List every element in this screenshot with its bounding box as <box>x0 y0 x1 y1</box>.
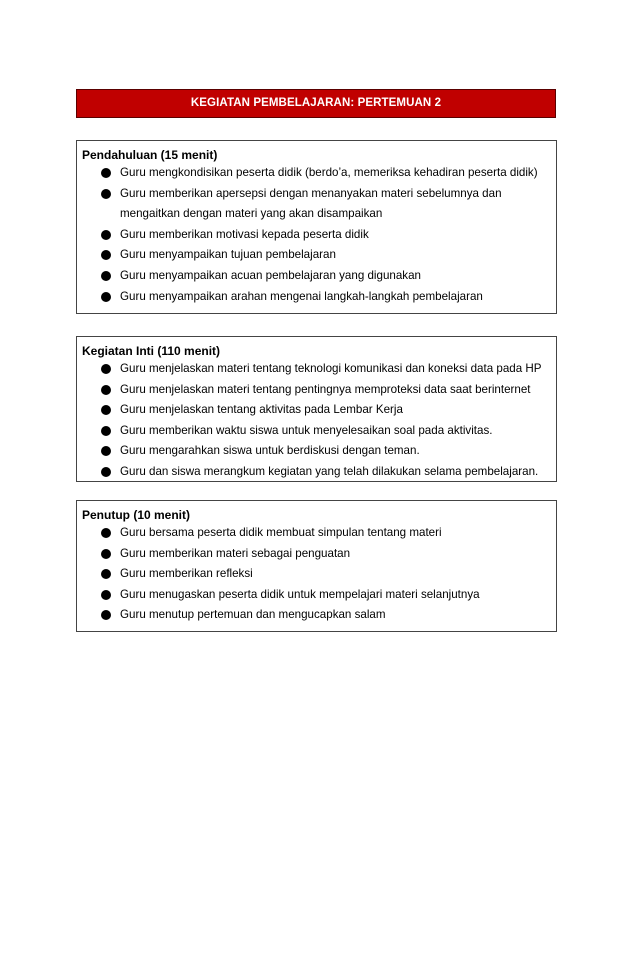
bullet-icon <box>101 405 111 415</box>
bullet-icon <box>101 528 111 538</box>
list-item-text <box>120 421 545 442</box>
bullet-icon <box>101 292 111 302</box>
list-item-line: Guru menjelaskan materi tentang pentingnya memproteksi data saat berinternet <box>120 382 531 396</box>
bullet-icon <box>101 590 111 600</box>
list-item-text <box>120 163 545 184</box>
list-item-line: Guru memberikan motivasi kepada peserta didik <box>120 227 369 241</box>
list-item <box>77 585 545 606</box>
list-item-line: Guru menjelaskan tentang aktivitas pada Lembar Kerja <box>120 403 403 417</box>
list-item-text <box>120 462 545 483</box>
activity-list <box>77 163 545 307</box>
list-item <box>77 544 545 565</box>
list-item-line: Guru menyampaikan acuan pembelajaran yang digunakan <box>120 268 421 282</box>
bullet-icon <box>101 250 111 260</box>
list-item <box>77 523 545 544</box>
list-item-line: Guru menutup pertemuan dan mengucapkan salam <box>120 608 386 622</box>
activity-list <box>77 523 545 626</box>
section-title: Penutup (10 menit) <box>82 508 191 522</box>
list-item-text <box>120 266 545 287</box>
bullet-icon <box>101 446 111 456</box>
list-item-line: Guru memberikan waktu siswa untuk menyelesaikan soal pada aktivitas. <box>120 423 493 437</box>
bullet-icon <box>101 569 111 579</box>
list-item <box>77 400 545 421</box>
list-item <box>77 441 545 462</box>
bullet-icon <box>101 549 111 559</box>
list-item-line: Guru menjelaskan materi tentang teknologi komunikasi dan koneksi data pada HP <box>120 362 542 375</box>
section-title: Pendahuluan (15 menit) <box>82 148 218 162</box>
section-pendahuluan <box>76 140 557 314</box>
list-item-line: Guru menugaskan peserta didik untuk mempelajari materi selanjutnya <box>120 587 480 601</box>
list-item-text <box>120 564 545 585</box>
bullet-icon <box>101 610 111 620</box>
list-item <box>77 266 545 287</box>
section-title: Kegiatan Inti (110 menit) <box>82 344 221 358</box>
section-penutup <box>76 500 557 632</box>
bullet-icon <box>101 364 111 374</box>
list-item-line: Guru memberikan refleksi <box>120 567 253 581</box>
list-item-text <box>120 359 545 380</box>
list-item <box>77 287 545 308</box>
bullet-icon <box>101 426 111 436</box>
list-item-text <box>120 441 545 462</box>
bullet-icon <box>101 271 111 281</box>
list-item-text <box>120 400 545 421</box>
list-item <box>77 605 545 626</box>
bullet-icon <box>101 189 111 199</box>
list-item-text <box>120 380 545 401</box>
list-item <box>77 184 545 225</box>
bullet-icon <box>101 168 111 178</box>
list-item-text <box>120 523 545 544</box>
list-item-text <box>120 245 545 266</box>
list-item-text <box>120 287 545 308</box>
list-item <box>77 380 545 401</box>
list-item-line: Guru dan siswa merangkum kegiatan yang telah dilakukan selama pembelajaran. <box>120 464 539 478</box>
list-item-line: Guru bersama peserta didik membuat simpulan tentang materi <box>120 526 442 539</box>
list-item-line: Guru menyampaikan tujuan pembelajaran <box>120 248 336 262</box>
list-item-line: Guru memberikan apersepsi dengan menanyakan materi sebelumnya dan <box>120 186 502 200</box>
list-item <box>77 225 545 246</box>
list-item <box>77 462 545 483</box>
header-banner <box>76 89 556 118</box>
activity-list <box>77 359 545 483</box>
list-item-text <box>120 225 545 246</box>
bullet-icon <box>101 385 111 395</box>
list-item-text <box>120 605 545 626</box>
list-item-line: Guru menyampaikan arahan mengenai langkah-langkah pembelajaran <box>120 289 483 303</box>
list-item-line: Guru mengarahkan siswa untuk berdiskusi dengan teman. <box>120 444 420 458</box>
list-item <box>77 163 545 184</box>
list-item-line: Guru memberikan materi sebagai penguatan <box>120 546 351 560</box>
page-title: KEGIATAN PEMBELAJARAN: PERTEMUAN 2 <box>190 96 442 109</box>
list-item-text <box>120 585 545 606</box>
bullet-icon <box>101 467 111 477</box>
list-item <box>77 421 545 442</box>
list-item-line: mengaitkan dengan materi yang akan disampaikan <box>120 207 383 221</box>
list-item-line: Guru mengkondisikan peserta didik (berdo’a, memeriksa kehadiran peserta didik) <box>120 166 538 179</box>
list-item-text <box>120 184 545 225</box>
list-item <box>77 359 545 380</box>
list-item-text <box>120 544 545 565</box>
list-item <box>77 564 545 585</box>
list-item <box>77 245 545 266</box>
bullet-icon <box>101 230 111 240</box>
section-kegiatan-inti <box>76 336 557 482</box>
